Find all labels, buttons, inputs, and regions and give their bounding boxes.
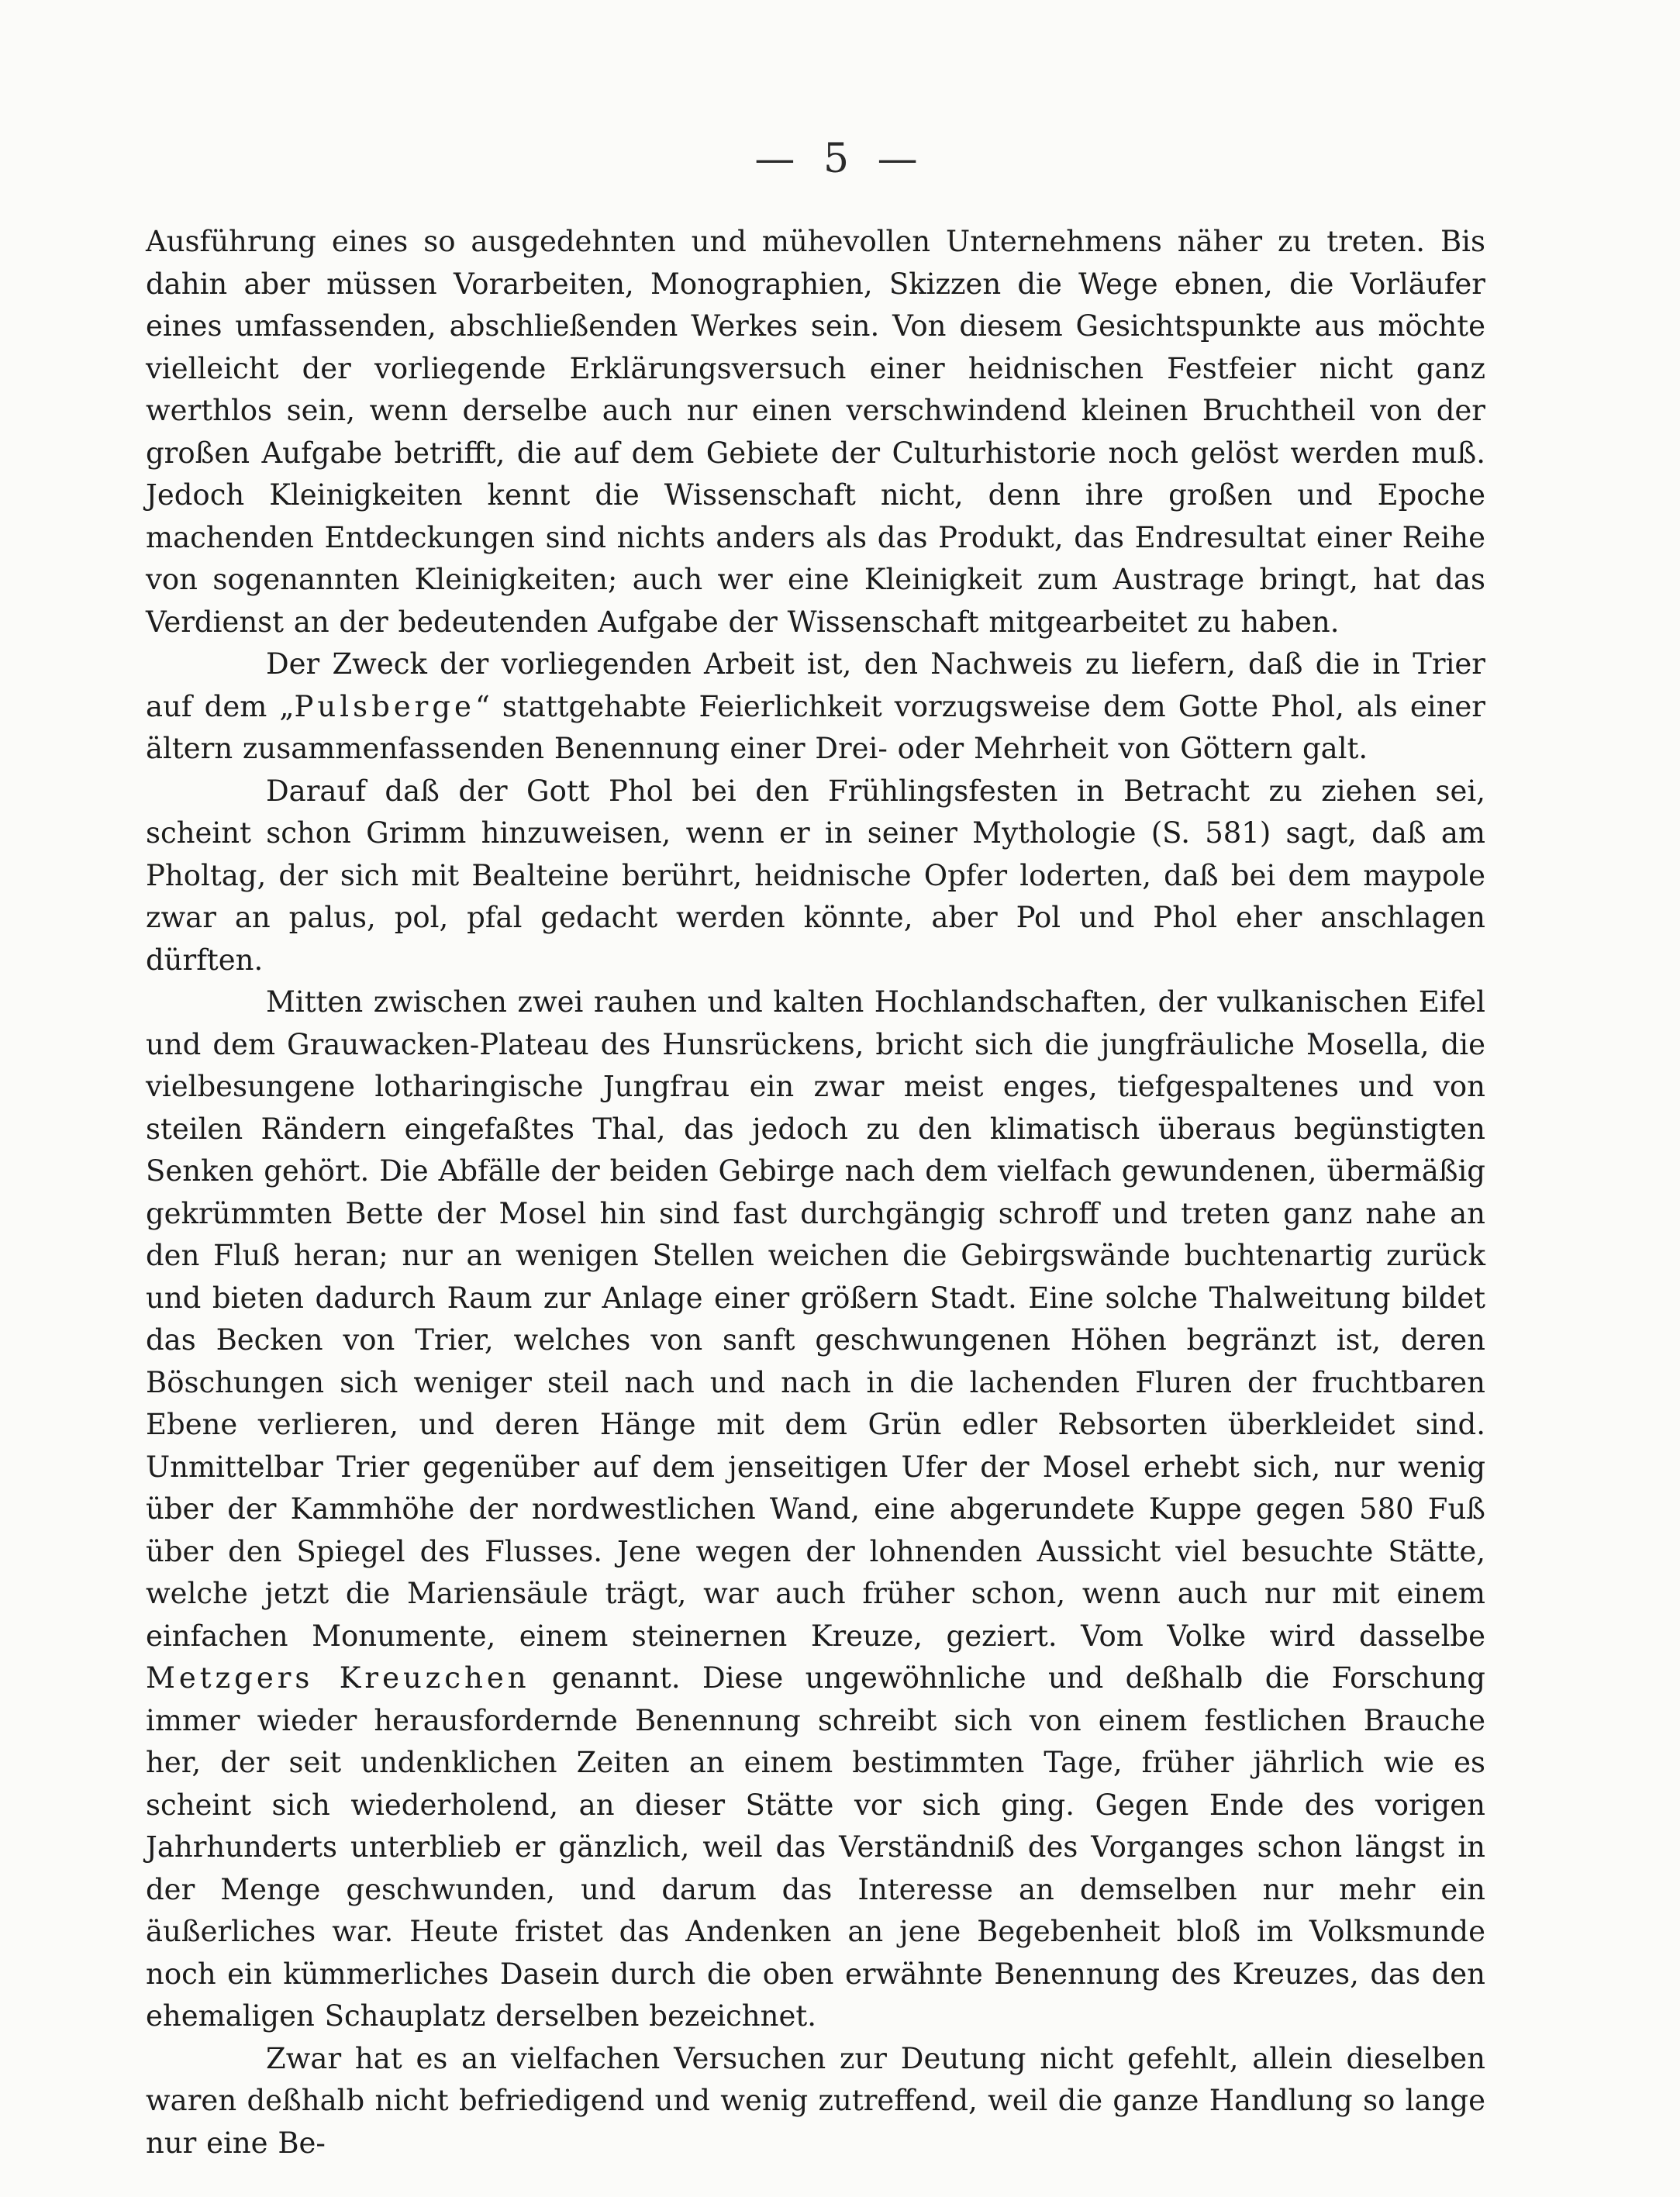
paragraph-5: Zwar hat es an vielfachen Versuchen zur Deutung nicht gefehlt, allein dieselben waren deßhalb nicht befriedigend und wenig zutreffend, weil die ganze Handlung so lange nur eine Be- (146, 2041, 1485, 2160)
paragraph-4-part-1: Mitten zwischen zwei rauhen und kalten Hochlandschaften, der vulkanischen Eifel und dem Grauwacken-Plateau des Hunsrückens, bricht sich die jungfräuliche Mosella, die vielbesungene lotharingische Jungfrau ein zwar meist enges, tiefgespaltenes und von steilen Rändern eingefaßtes Thal, das jedoch zu den klimatisch überaus begünstigten Senken gehört. Die Abfälle der beiden Gebirge nach dem vielfach gewundenen, übermäßig gekrümmten Bette der Mosel hin sind fast durchgängig schroff und treten ganz nahe an den Fluß heran; nur an wenigen Stellen weichen die Gebirgswände buchtenartig zurück und bieten dadurch Raum zur Anlage einer größern Stadt. Eine solche Thalweitung bildet das Becken von Trier, welches von sanft geschwungenen Höhen begränzt ist, deren Böschungen sich weniger steil nach und nach in die lachenden Fluren der fruchtbaren Ebene verlieren, und deren Hänge mit dem Grün edler Rebsorten überkleidet sind. Unmittelbar Trier gegenüber auf dem jenseitigen Ufer der Mosel erhebt sich, nur wenig über der Kammhöhe der nordwestlichen Wand, eine abgerundete Kuppe gegen 580 Fuß über den Spiegel des Flusses. Jene wegen der lohnenden Aussicht viel besuchte Stätte, welche jetzt die Mariensäule trägt, war auch früher schon, wenn auch nur mit einem einfachen Monumente, einem steinernen Kreuze, geziert. Vom Volke wird dasselbe (146, 985, 1485, 1653)
paragraph-2-part-1: Der Zweck der vorliegenden Arbeit ist, den Nachweis zu liefern, daß die in Trier auf dem „ (146, 647, 1485, 723)
spaced-term-pulsberge: Pulsberge (294, 689, 475, 723)
paragraph-2-part-2: “ stattgehabte Feierlichkeit vorzugsweise dem Gotte Phol, als einer ältern zusammenfassenden Benennung einer Drei- oder Mehrheit von Göttern galt. (146, 689, 1485, 765)
paragraph-1: Ausführung eines so ausgedehnten und mühevollen Unternehmens näher zu treten. Bis dahin aber müssen Vorarbeiten, Monographien, Skizzen die Wege ebnen, die Vorläufer eines umfassenden, abschließenden Werkes sein. Von diesem Gesichtspunkte aus möchte vielleicht der vorliegende Erklärungsversuch einer heidnischen Festfeier nicht ganz werthlos sein, wenn derselbe auch nur einen verschwindend kleinen Bruchtheil von der großen Aufgabe betrifft, die auf dem Gebiete der Culturhistorie noch gelöst werden muß. Jedoch Kleinigkeiten kennt die Wissenschaft nicht, denn ihre großen und Epoche machenden Entdeckungen sind nichts anders als das Produkt, das Endresultat einer Reihe von sogenannten Kleinigkeiten; auch wer eine Kleinigkeit zum Austrage bringt, hat das Verdienst an der bedeutenden Aufgabe der Wissenschaft mitgearbeitet zu haben. (146, 225, 1485, 639)
spaced-term-metzgers-kreuzchen: Metzgers Kreuzchen (146, 1661, 530, 1695)
paragraph-2 (146, 643, 1485, 771)
body-text (146, 221, 1485, 2164)
paragraph-4 (146, 981, 1485, 2038)
paragraph-4-part-2: genannt. Diese ungewöhnliche und deßhalb die Forschung immer wieder herausfordernde Benennung schreibt sich von einem festlichen Brauche her, der seit undenklichen Zeiten an einem bestimmten Tage, früher jährlich wie es scheint sich wiederholend, an dieser Stätte vor sich ging. Gegen Ende des vorigen Jahrhunderts unterblieb er gänzlich, weil das Verständniß des Vorganges schon längst in der Menge geschwunden, und darum das Interesse an demselben nur mehr ein äußerliches war. Heute fristet das Andenken an jene Begebenheit bloß im Volksmunde noch ein kümmerliches Dasein durch die oben erwähnte Benennung des Kreuzes, das den ehemaligen Schauplatz derselben bezeichnet. (146, 1661, 1485, 2033)
page-number: — 5 — (754, 136, 926, 182)
paragraph-3: Darauf daß der Gott Phol bei den Frühlingsfesten in Betracht zu ziehen sei, scheint schon Grimm hinzuweisen, wenn er in seiner Mythologie (S. 581) sagt, daß am Pholtag, der sich mit Bealteine berührt, heidnische Opfer loderten, daß bei dem maypole zwar an palus, pol, pfal gedacht werden könnte, aber Pol und Phol eher anschlagen dürften. (146, 774, 1485, 977)
